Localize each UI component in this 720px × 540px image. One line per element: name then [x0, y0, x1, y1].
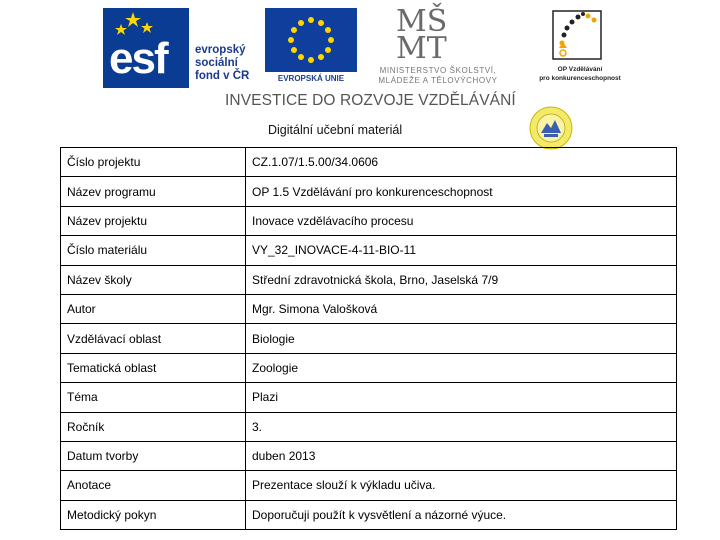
eu-caption: EVROPSKÁ UNIE [277, 74, 345, 83]
msmt-mark-line2: MT [396, 31, 447, 66]
esf-caption-line2: sociální [195, 57, 238, 69]
row-value: Doporučuji použít k vysvětlení a názorné výuce. [246, 500, 677, 529]
table-row [61, 500, 677, 529]
row-value: Zoologie [246, 353, 677, 382]
table-row [61, 471, 677, 500]
op-caption-line2: pro konkurenceschopnost [539, 75, 621, 82]
row-value: Prezentace slouží k výkladu učiva. [246, 471, 677, 500]
row-label: Metodický pokyn [61, 500, 246, 529]
row-value: VY_32_INOVACE-4-11-BIO-11 [246, 236, 677, 265]
esf-caption-line3: fond v ČR [195, 70, 250, 82]
page-title: Digitální učební materiál [268, 123, 403, 137]
row-label: Název školy [61, 265, 246, 294]
row-value: Plazi [246, 383, 677, 412]
row-value: 3. [246, 412, 677, 441]
row-value: OP 1.5 Vzdělávání pro konkurenceschopnost [246, 177, 677, 206]
table-row [61, 265, 677, 294]
msmt-caption-line2: MLÁDEŽE A TĚLOVÝCHOVY [378, 76, 498, 85]
table-row [61, 236, 677, 265]
eu-stars-icon [265, 8, 357, 72]
row-label: Ročník [61, 412, 246, 441]
esf-caption [195, 44, 249, 83]
table-row [61, 206, 677, 235]
row-label: Vzdělávací oblast [61, 324, 246, 353]
msmt-caption [358, 66, 518, 86]
eu-logo [265, 8, 357, 88]
project-info-table [60, 147, 677, 530]
row-label: Anotace [61, 471, 246, 500]
esf-word: esf [109, 34, 167, 83]
row-value: Inovace vzdělávacího procesu [246, 206, 677, 235]
row-label: Datum tvorby [61, 441, 246, 470]
op-caption-line1: OP Vzdělávání [557, 66, 603, 73]
table-row [61, 294, 677, 323]
table-row [61, 353, 677, 382]
row-label: Číslo projektu [61, 148, 246, 177]
investment-banner: INVESTICE DO ROZVOJE VZDĚLÁVÁNÍ [225, 92, 516, 109]
table-row [61, 383, 677, 412]
table-row [61, 177, 677, 206]
esf-logo [103, 8, 263, 88]
row-label: Téma [61, 383, 246, 412]
table-row [61, 441, 677, 470]
row-value: duben 2013 [246, 441, 677, 470]
msmt-mark [396, 4, 448, 66]
esf-caption-line1: evropský [195, 44, 246, 56]
esf-logo-tile [103, 8, 189, 88]
op-caption [520, 65, 640, 83]
op-logo [520, 8, 640, 88]
row-value: CZ.1.07/1.5.00/34.0606 [246, 148, 677, 177]
msmt-caption-line1: MINISTERSTVO ŠKOLSTVÍ, [379, 66, 497, 75]
row-value: Mgr. Simona Valošková [246, 294, 677, 323]
row-label: Autor [61, 294, 246, 323]
school-seal-icon [529, 106, 573, 150]
row-label: Název projektu [61, 206, 246, 235]
table-row [61, 412, 677, 441]
op-dots-icon [520, 8, 640, 64]
row-label: Název programu [61, 177, 246, 206]
eu-flag [265, 8, 357, 72]
row-value: Střední zdravotnická škola, Brno, Jaselská 7/9 [246, 265, 677, 294]
row-value: Biologie [246, 324, 677, 353]
row-label: Tematická oblast [61, 353, 246, 382]
row-label: Číslo materiálu [61, 236, 246, 265]
msmt-mark-line1: MŠ [396, 4, 448, 39]
table-row [61, 148, 677, 177]
msmt-logo [358, 4, 518, 88]
table-row [61, 324, 677, 353]
